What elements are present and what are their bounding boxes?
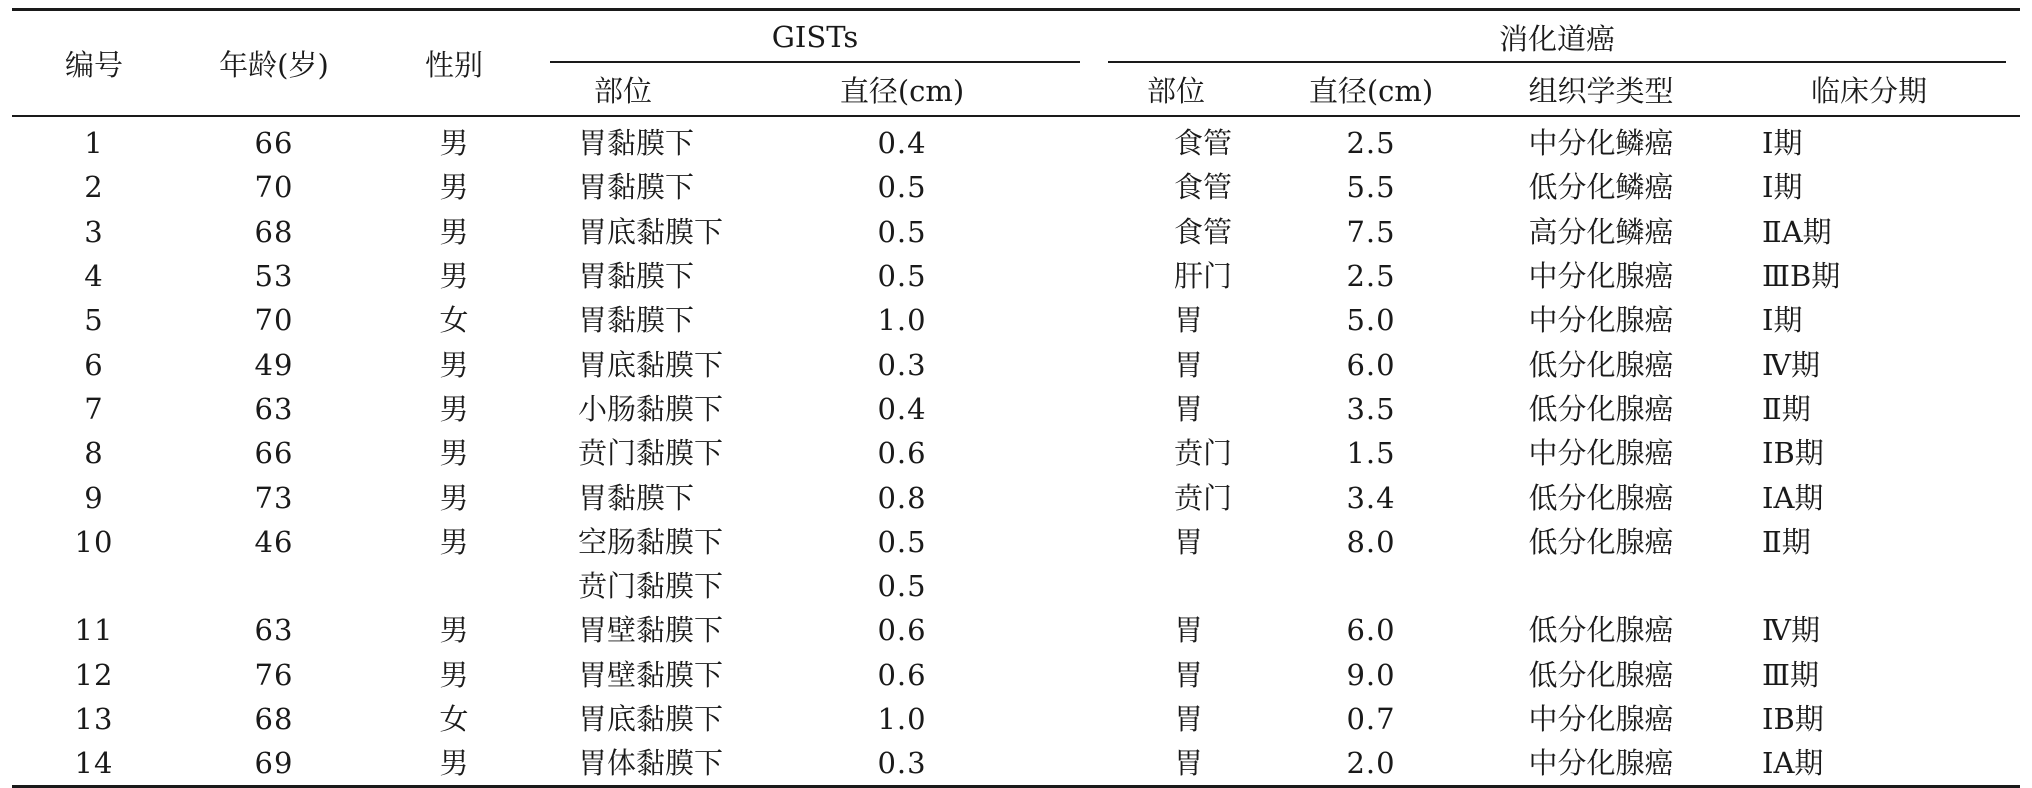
cell-age: 73 — [254, 480, 294, 515]
cell-cancer-diameter: 3.4 — [1346, 480, 1396, 515]
table-row — [12, 387, 2020, 431]
cell-stage: ⅠA期 — [1718, 741, 2020, 787]
cell-sex: 男 — [439, 259, 469, 294]
cell-id: 2 — [84, 170, 104, 205]
cell-id — [12, 564, 176, 608]
cell-cancer-diameter: 7.5 — [1346, 214, 1396, 249]
cell-id: 4 — [84, 259, 104, 294]
cell-cancer-diameter: 2.0 — [1258, 741, 1484, 787]
cell-histology: 中分化腺癌 — [1528, 702, 1674, 736]
cell-histology: 中分化腺癌 — [1528, 436, 1674, 471]
cell-sex — [372, 564, 536, 608]
cell-age: 66 — [254, 436, 294, 471]
table-row — [12, 431, 2020, 475]
table-row — [12, 116, 2020, 165]
clinical-data-table — [12, 8, 2020, 788]
cell-histology: 中分化腺癌 — [1528, 303, 1674, 338]
cell-cancer-diameter: 6.0 — [1346, 347, 1396, 382]
cell-id: 10 — [74, 524, 114, 559]
cell-stage: Ⅳ期 — [1762, 613, 1820, 648]
cell-cancer-site: 胃 — [1174, 391, 1204, 426]
cell-stage: ⅢB期 — [1762, 259, 1841, 294]
cell-gists-diameter: 0.6 — [877, 613, 927, 648]
cell-cancer-site: 贲门 — [1174, 480, 1233, 515]
header-gists-diameter: 直径(cm) — [710, 63, 1094, 116]
table-row — [12, 697, 2020, 741]
cell-cancer-site: 胃 — [1174, 702, 1204, 736]
cell-gists-site: 贲门黏膜下 — [578, 436, 724, 471]
cell-sex: 男 — [439, 170, 469, 205]
header-cancer-diameter: 直径(cm) — [1258, 63, 1484, 116]
cell-stage: ⅠA期 — [1762, 480, 1824, 515]
cell-histology: 低分化腺癌 — [1528, 524, 1674, 559]
cell-id: 12 — [74, 657, 114, 692]
cell-sex: 男 — [439, 214, 469, 249]
cell-histology: 低分化腺癌 — [1528, 391, 1674, 426]
cell-gists-diameter: 0.5 — [877, 214, 927, 249]
cell-id: 14 — [12, 741, 176, 787]
cell-histology: 中分化腺癌 — [1528, 259, 1674, 294]
table-row — [12, 298, 2020, 342]
cell-histology: 中分化腺癌 — [1484, 741, 1718, 787]
cell-age: 66 — [254, 126, 294, 161]
cell-gists-site: 胃黏膜下 — [578, 126, 695, 161]
table-row — [12, 608, 2020, 652]
cell-gists-diameter: 0.4 — [877, 391, 927, 426]
cell-cancer-diameter: 2.5 — [1346, 126, 1396, 161]
cell-gists-site: 胃黏膜下 — [578, 170, 695, 205]
cell-gists-diameter: 0.5 — [877, 569, 927, 604]
header-cancer-group: 消化道癌 — [1094, 10, 2020, 64]
cell-id: 8 — [84, 436, 104, 471]
cell-stage: Ⅰ期 — [1762, 126, 1803, 161]
cell-sex: 男 — [439, 126, 469, 161]
table-row — [12, 741, 2020, 787]
cell-sex: 男 — [372, 741, 536, 787]
cell-histology: 高分化鳞癌 — [1528, 214, 1674, 249]
cell-cancer-diameter: 5.5 — [1346, 170, 1396, 205]
cell-cancer-diameter: 2.5 — [1346, 259, 1396, 294]
header-age: 年龄(岁) — [176, 10, 372, 117]
table-row — [12, 342, 2020, 386]
cell-stage: Ⅰ期 — [1762, 170, 1803, 205]
cell-cancer-site — [1094, 564, 1258, 608]
cell-age: 68 — [254, 702, 294, 736]
cell-gists-diameter: 1.0 — [877, 303, 927, 338]
cell-age: 69 — [176, 741, 372, 787]
cell-gists-diameter: 0.3 — [877, 347, 927, 382]
cell-cancer-site: 肝门 — [1174, 259, 1233, 294]
cell-sex: 男 — [439, 436, 469, 471]
cell-id: 9 — [84, 480, 104, 515]
cell-id: 13 — [74, 702, 114, 736]
cell-gists-site: 胃底黏膜下 — [578, 347, 724, 382]
cell-gists-diameter: 0.6 — [877, 436, 927, 471]
cell-sex: 男 — [439, 347, 469, 382]
cell-gists-diameter: 1.0 — [877, 702, 927, 736]
cell-id: 11 — [74, 613, 114, 648]
cell-id: 7 — [84, 391, 104, 426]
cell-gists-site: 胃黏膜下 — [578, 303, 695, 338]
cell-cancer-site: 食管 — [1174, 170, 1233, 205]
cell-cancer-site: 胃 — [1174, 524, 1204, 559]
table-row — [12, 564, 2020, 608]
cell-stage: Ⅳ期 — [1762, 347, 1820, 382]
table-header — [12, 10, 2020, 117]
cell-sex: 男 — [439, 524, 469, 559]
cell-cancer-diameter: 5.0 — [1346, 303, 1396, 338]
cell-gists-diameter: 0.5 — [877, 170, 927, 205]
header-sex: 性别 — [372, 10, 536, 117]
cell-histology: 低分化腺癌 — [1528, 657, 1674, 692]
cell-gists-site: 胃壁黏膜下 — [578, 657, 724, 692]
table-body — [12, 116, 2020, 787]
cell-gists-site: 胃黏膜下 — [578, 480, 695, 515]
cell-histology: 低分化鳞癌 — [1528, 170, 1674, 205]
cell-cancer-site: 胃 — [1094, 741, 1258, 787]
cell-age: 49 — [254, 347, 294, 382]
cell-gists-diameter: 0.8 — [877, 480, 927, 515]
cell-gists-diameter: 0.6 — [877, 657, 927, 692]
cell-sex: 男 — [439, 480, 469, 515]
cell-id: 1 — [84, 126, 104, 161]
cell-sex: 男 — [439, 657, 469, 692]
header-gists-group: GISTs — [536, 10, 1094, 64]
cell-cancer-site: 胃 — [1174, 347, 1204, 382]
header-row-top — [12, 10, 2020, 64]
cell-gists-site: 贲门黏膜下 — [578, 569, 724, 604]
table-row — [12, 254, 2020, 298]
table-row — [12, 210, 2020, 254]
cell-gists-site: 胃底黏膜下 — [578, 214, 724, 249]
cell-cancer-diameter: 3.5 — [1346, 391, 1396, 426]
cell-cancer-site: 胃 — [1174, 657, 1204, 692]
cell-id: 3 — [84, 214, 104, 249]
cell-gists-site: 胃壁黏膜下 — [578, 613, 724, 648]
cell-cancer-diameter: 1.5 — [1346, 436, 1396, 471]
cell-cancer-diameter: 0.7 — [1346, 702, 1396, 736]
table-row — [12, 475, 2020, 519]
cell-cancer-site: 胃 — [1174, 613, 1204, 648]
cell-histology: 低分化腺癌 — [1528, 613, 1674, 648]
table-row — [12, 165, 2020, 209]
cell-age: 63 — [254, 613, 294, 648]
cell-cancer-site: 食管 — [1174, 214, 1233, 249]
cell-age: 53 — [254, 259, 294, 294]
cell-gists-site: 胃底黏膜下 — [578, 702, 724, 736]
cell-stage: Ⅲ期 — [1762, 657, 1819, 692]
cell-sex: 女 — [439, 702, 469, 736]
cell-age: 46 — [254, 524, 294, 559]
cell-cancer-site: 贲门 — [1174, 436, 1233, 471]
cell-stage: Ⅰ期 — [1762, 303, 1803, 338]
cell-gists-diameter: 0.3 — [710, 741, 1094, 787]
cell-cancer-site: 食管 — [1174, 126, 1233, 161]
cell-gists-site: 胃黏膜下 — [578, 259, 695, 294]
cell-gists-diameter: 0.5 — [877, 524, 927, 559]
cell-age: 70 — [254, 303, 294, 338]
cell-cancer-diameter: 6.0 — [1346, 613, 1396, 648]
cell-stage — [1718, 564, 2020, 608]
cell-histology — [1484, 564, 1718, 608]
table-row — [12, 520, 2020, 564]
cell-age: 70 — [254, 170, 294, 205]
cell-stage: ⅡA期 — [1762, 214, 1832, 249]
cell-sex: 男 — [439, 391, 469, 426]
cell-age: 63 — [254, 391, 294, 426]
cell-sex: 女 — [439, 303, 469, 338]
header-id: 编号 — [12, 10, 176, 117]
header-histology: 组织学类型 — [1484, 63, 1718, 116]
cell-gists-diameter: 0.5 — [877, 259, 927, 294]
cell-cancer-diameter: 8.0 — [1346, 524, 1396, 559]
cell-gists-diameter: 0.4 — [877, 126, 927, 161]
cell-id: 6 — [84, 347, 104, 382]
cell-age: 76 — [254, 657, 294, 692]
cell-stage: ⅠB期 — [1762, 436, 1824, 471]
cell-histology: 低分化腺癌 — [1528, 480, 1674, 515]
table-row — [12, 653, 2020, 697]
cell-cancer-diameter: 9.0 — [1346, 657, 1396, 692]
header-stage: 临床分期 — [1718, 63, 2020, 116]
cell-stage: Ⅱ期 — [1762, 524, 1811, 559]
cell-gists-site: 空肠黏膜下 — [578, 524, 724, 559]
cell-cancer-diameter — [1258, 564, 1484, 608]
header-cancer-site: 部位 — [1094, 63, 1258, 116]
cell-age: 68 — [254, 214, 294, 249]
cell-sex: 男 — [439, 613, 469, 648]
cell-stage: ⅠB期 — [1762, 702, 1824, 736]
cell-stage: Ⅱ期 — [1762, 391, 1811, 426]
header-gists-site: 部位 — [536, 63, 710, 116]
cell-age — [176, 564, 372, 608]
cell-cancer-site: 胃 — [1174, 303, 1204, 338]
cell-gists-site: 小肠黏膜下 — [578, 391, 724, 426]
cell-id: 5 — [84, 303, 104, 338]
cell-histology: 低分化腺癌 — [1528, 347, 1674, 382]
cell-gists-site: 胃体黏膜下 — [536, 741, 710, 787]
cell-histology: 中分化鳞癌 — [1528, 126, 1674, 161]
